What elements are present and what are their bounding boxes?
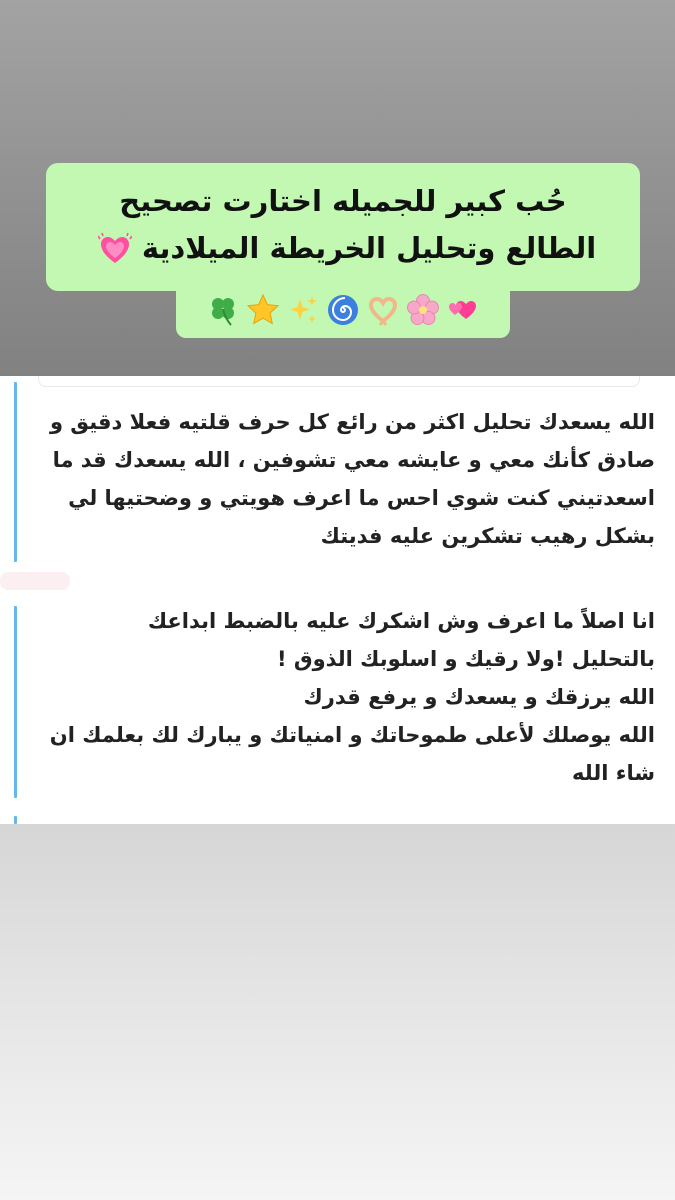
review-screenshot-card xyxy=(0,376,675,824)
review-message-1 xyxy=(50,403,655,555)
star-icon xyxy=(246,293,280,327)
banner-line-1: حُب كبير للجميله اختارت تصحيح xyxy=(119,184,567,218)
title-banner xyxy=(46,163,640,291)
background-bottom-gradient xyxy=(0,824,675,1200)
quote-rule xyxy=(14,816,17,824)
review-line: الله يسعدك تحليل اكثر من رائع كل حرف قلتيه فعلا دقيق و xyxy=(49,410,655,434)
banner-line-2-text: الطالع وتحليل الخريطة الميلادية xyxy=(141,231,597,265)
growing-heart-icon xyxy=(98,233,132,267)
emoji-strip xyxy=(176,282,510,338)
cyclone-icon xyxy=(326,293,360,327)
review-line: الله يرزقك و يسعدك و يرفع قدرك xyxy=(303,685,655,709)
decorative-smudge xyxy=(0,572,70,590)
four-leaf-clover-icon xyxy=(206,293,240,327)
banner-line-2 xyxy=(46,226,640,270)
review-line: شاء الله xyxy=(572,761,655,785)
sparkles-icon xyxy=(286,293,320,327)
review-line: بشكل رهيب تشكرين عليه فديتك xyxy=(320,524,655,548)
review-line: بالتحليل !ولا رقيك و اسلوبك الذوق ! xyxy=(276,647,655,671)
quote-rule xyxy=(14,606,17,798)
quote-rule xyxy=(14,382,17,562)
review-line: انا اصلاً ما اعرف وش اشكرك عليه بالضبط ابداعك xyxy=(147,609,655,633)
review-line: الله يوصلك لأعلى طموحاتك و امنياتك و يبارك لك بعلمك ان xyxy=(49,723,655,747)
review-line: صادق كأنك معي و عايشه معي تشوفين ، الله يسعدك قد ما xyxy=(52,448,655,472)
heart-hands-icon xyxy=(366,293,400,327)
review-message-2 xyxy=(50,602,655,792)
cherry-blossom-icon xyxy=(406,293,440,327)
two-hearts-icon xyxy=(446,293,480,327)
card-edge xyxy=(38,376,640,387)
review-line: اسعدتيني كنت شوي احس ما اعرف هويتي و وضحتيها لي xyxy=(68,486,655,510)
